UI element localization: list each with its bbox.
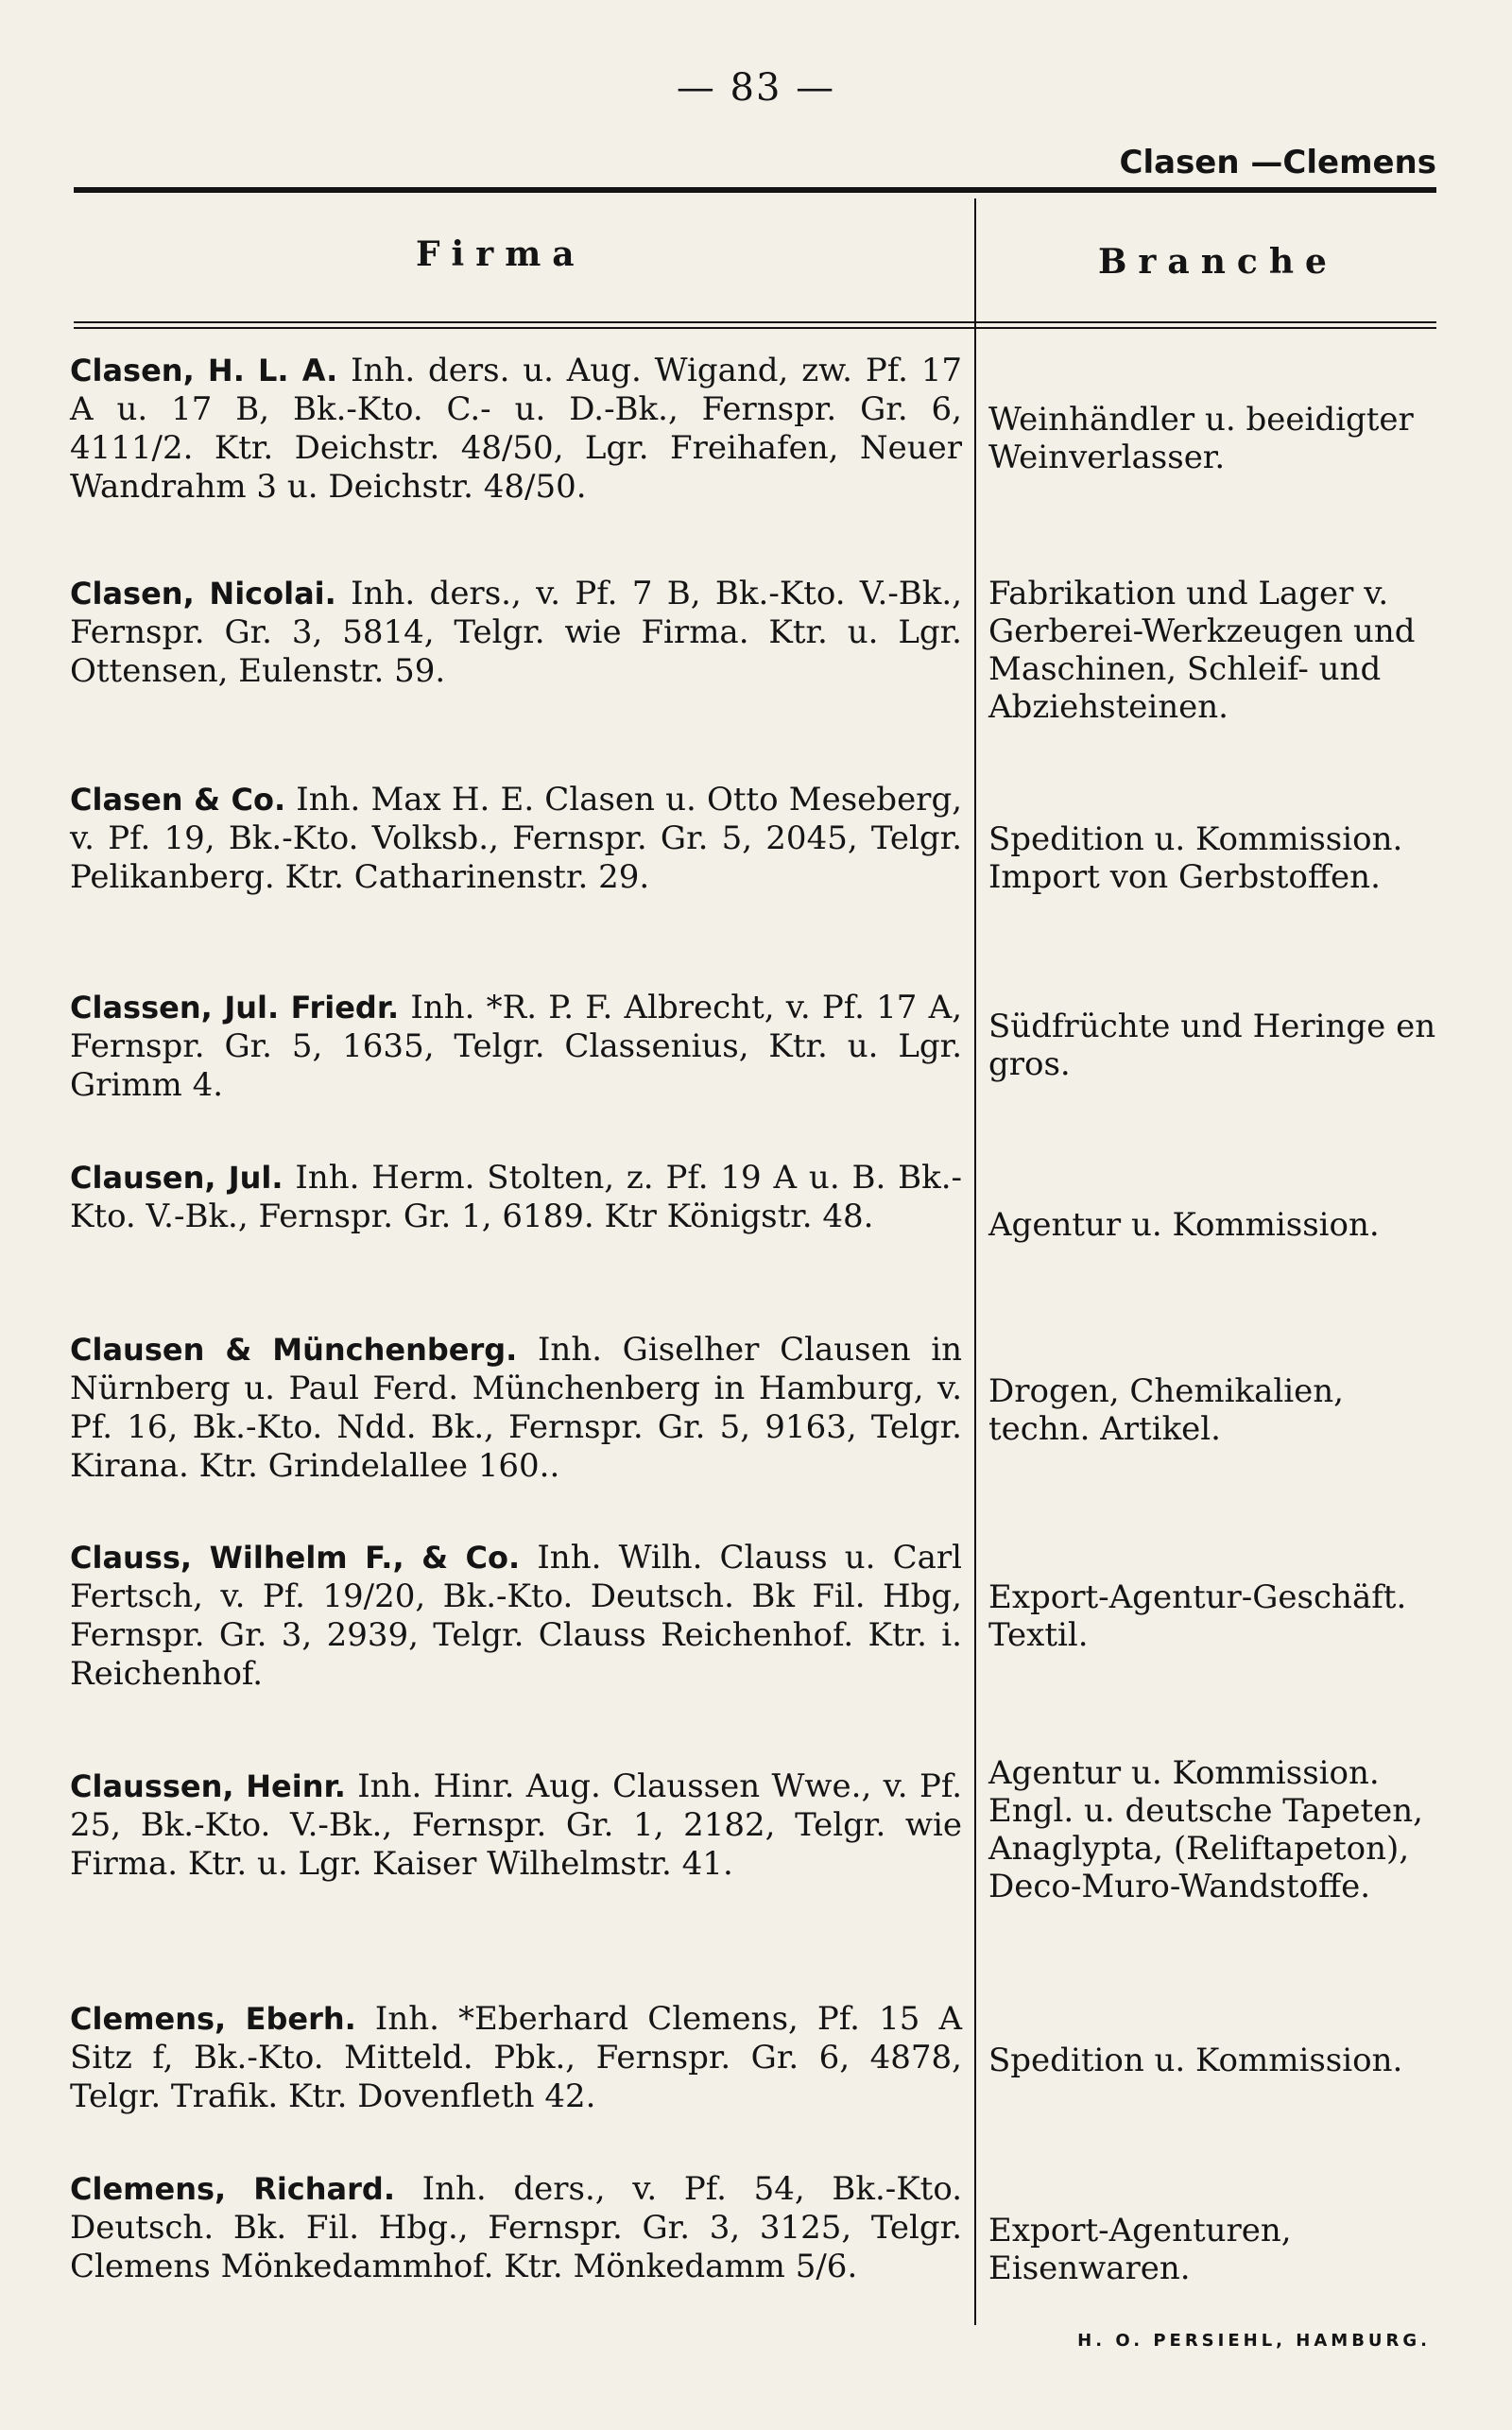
printer-imprint: H. O. PERSIEHL, HAMBURG. [1077,2331,1431,2351]
column-divider [974,198,976,2325]
entry-details: Inh. ders., v. Pf. 54, Bk.-Kto. Deutsch. Bk. Fil. Hbg., Fernspr. Gr. 3, 3125, Telgr. Clemens Mönkedammhof. Ktr. Mönkedamm 5/6. [70,2170,963,2285]
entry-name: Clausen, Jul. [70,1160,284,1196]
entry-details: Inh. Giselher Clausen in Nürnberg u. Paul Ferd. Münchenberg in Hamburg, v. Pf. 16, Bk.-Kto. Ndd. Bk., Fernspr. Gr. 5, 9163, Telgr. Kirana. Ktr. Grindelallee 160.. [70,1331,963,1485]
entry-firma [70,1539,962,1694]
entry-firma [70,352,962,507]
entry-details: Inh. *Eberhard Clemens, Pf. 15 A Sitz f, Bk.-Kto. Mitteld. Pbk., Fernspr. Gr. 6, 4878, Telgr. Trafik. Ktr. Dovenfleth 42. [70,2000,962,2115]
entry-branche: Export-Agenturen, Eisenwaren. [988,2212,1292,2287]
entry-firma [70,2170,962,2286]
entry-name: Clasen & Co. [70,782,286,818]
running-head: Clasen —Clemens [1119,144,1436,181]
entry-details: Inh. ders., v. Pf. 7 B, Bk.-Kto. V.-Bk., Fernspr. Gr. 3, 5814, Telgr. wie Firma. Ktr. u. Lgr. Ottensen, Eulenstr. 59. [70,575,963,690]
entry-branche: Südfrüchte und Heringe en gros. [988,1008,1436,1083]
entry-branche: Weinhändler u. beeidigter Weinverlasser. [988,401,1414,476]
entry-details: Inh. Herm. Stolten, z. Pf. 19 A u. B. Bk.-Kto. V.-Bk., Fernspr. Gr. 1, 6189. Ktr Königstr. 48. [70,1159,963,1235]
entry-name: Claussen, Heinr. [70,1768,346,1804]
entry-details: Inh. Max H. E. Clasen u. Otto Meseberg, v. Pf. 19, Bk.-Kto. Volksb., Fernspr. Gr. 5, 2045, Telgr. Pelikanberg. Ktr. Catharinenstr. 29. [70,781,963,896]
header-double-rule [74,321,1436,329]
entry-branche: Drogen, Chemikalien, techn. Artikel. [988,1372,1344,1448]
entry-branche: Spedition u. Kommission. Import von Gerbstoffen. [988,820,1403,896]
entry-branche: Export-Agentur-Geschäft. Textil. [988,1578,1407,1654]
entry-details: Inh. *R. P. F. Albrecht, v. Pf. 17 A, Fernspr. Gr. 5, 1635, Telgr. Classenius, Ktr. u. Lgr. Grimm 4. [70,989,962,1104]
entry-firma [70,1159,962,1236]
entry-firma [70,1767,962,1884]
entry-name: Clasen, Nicolai. [70,576,336,612]
header-rule [74,187,1436,193]
entry-firma [70,989,962,1105]
entry-name: Clausen & Münchenberg. [70,1332,518,1368]
entry-name: Clemens, Richard. [70,2171,395,2207]
entry-branche: Agentur u. Kommission. [988,1206,1380,1244]
entry-branche: Spedition u. Kommission. [988,2042,1403,2079]
entry-firma [70,1331,962,1486]
entry-firma [70,2000,962,2116]
column-header-firma: Firma [416,234,586,274]
entry-name: Clasen, H. L. A. [70,353,338,388]
column-header-branche: Branche [1098,242,1338,282]
entry-name: Clemens, Eberh. [70,2001,356,2037]
page-number: — 83 — [676,66,836,110]
entry-details: Inh. Hinr. Aug. Claussen Wwe., v. Pf. 25, Bk.-Kto. V.-Bk., Fernspr. Gr. 1, 2182, Telgr. wie Firma. Ktr. u. Lgr. Kaiser Wilhelmstr. 41. [70,1767,963,1883]
entry-name: Clauss, Wilhelm F., & Co. [70,1540,521,1576]
entry-name: Classen, Jul. Friedr. [70,990,400,1025]
entry-firma [70,575,962,691]
entry-branche: Fabrikation und Lager v. Gerberei-Werkzeugen und Maschinen, Schleif- und Abziehsteinen. [988,575,1416,726]
entry-firma [70,781,962,897]
entry-details: Inh. Wilh. Clauss u. Carl Fertsch, v. Pf. 19/20, Bk.-Kto. Deutsch. Bk Fil. Hbg, Fernspr. Gr. 3, 2939, Telgr. Clauss Reichenhof. Ktr. i. Reichenhof. [70,1539,962,1693]
entry-branche: Agentur u. Kommission. Engl. u. deutsche Tapeten, Anaglypta, (Reliftapeton), Deco-Muro-Wandstoffe. [988,1754,1423,1905]
entry-details: Inh. ders. u. Aug. Wigand, zw. Pf. 17 A u. 17 B, Bk.-Kto. C.- u. D.-Bk., Fernspr. Gr. 6, 4111/2. Ktr. Deichstr. 48/50, Lgr. Freihafen, Neuer Wandrahm 3 u. Deichstr. 48/50. [70,352,962,506]
